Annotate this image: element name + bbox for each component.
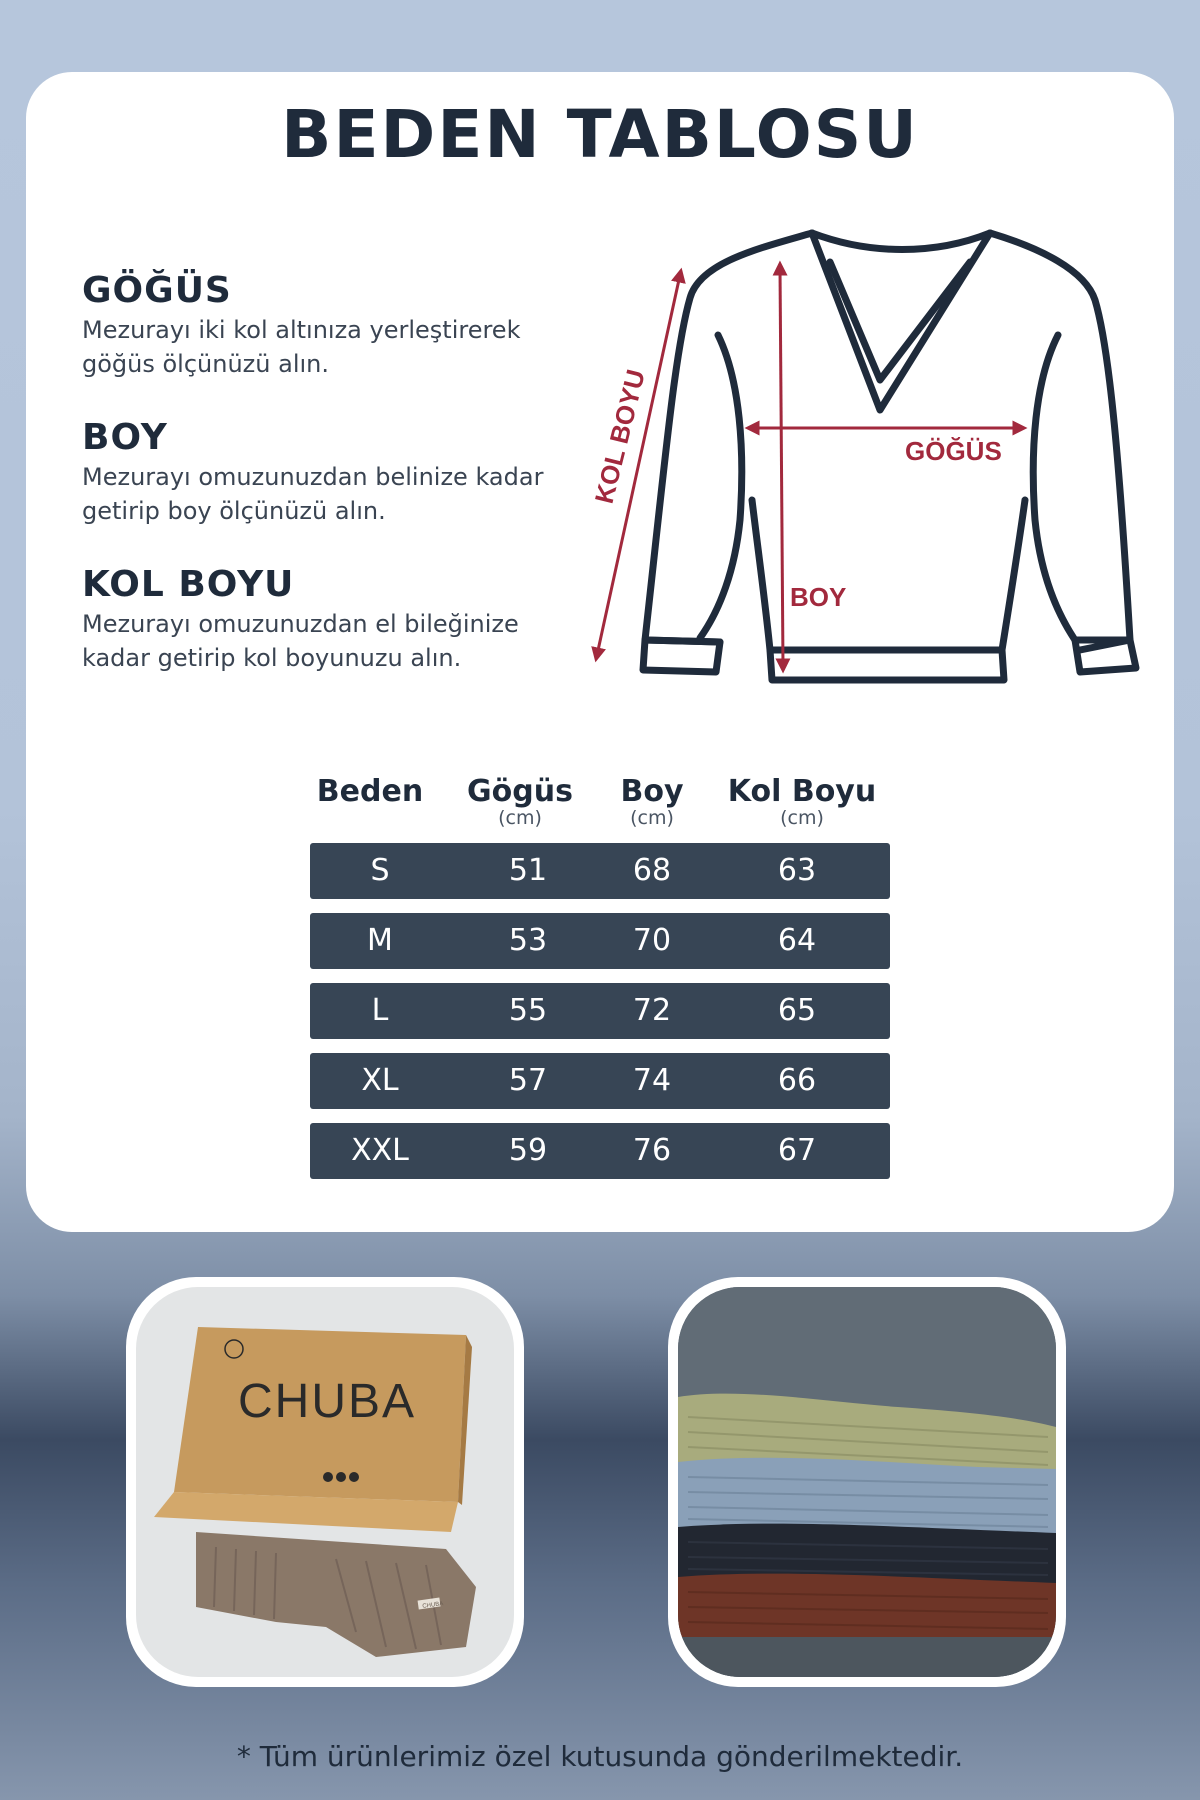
page-title: BEDEN TABLOSU bbox=[281, 96, 919, 173]
sweaters-illustration bbox=[678, 1287, 1056, 1677]
col-header-boy-label: Boy bbox=[620, 774, 684, 809]
cell-boy: 74 bbox=[632, 1063, 672, 1098]
packaging-photo bbox=[126, 1277, 524, 1687]
cell-gogus: 57 bbox=[508, 1063, 548, 1098]
cell-size: XL bbox=[361, 1063, 399, 1098]
table-row bbox=[310, 1123, 890, 1179]
sweaters-photo bbox=[668, 1277, 1066, 1687]
cell-kol-boyu: 64 bbox=[777, 923, 817, 958]
guide-boy-text: Mezurayı omuzunuzdan belinize kadar getirip boy ölçünüzü alın. bbox=[82, 463, 544, 525]
instagram-icon bbox=[336, 1472, 346, 1482]
guide-gogus-heading: GÖĞÜS bbox=[82, 270, 232, 311]
cell-kol-boyu: 66 bbox=[777, 1063, 817, 1098]
col-header-gogus bbox=[450, 774, 590, 829]
guide-gogus bbox=[82, 270, 602, 381]
cell-gogus: 55 bbox=[508, 993, 548, 1028]
col-header-beden bbox=[300, 774, 440, 809]
footer-note: * Tüm ürünlerimiz özel kutusunda gönderilmektedir. bbox=[236, 1740, 964, 1773]
sweater-outline bbox=[643, 233, 1136, 680]
guide-kol-boyu-text: Mezurayı omuzunuzdan el bileğinize kadar getirip kol boyunuzu alın. bbox=[82, 610, 519, 672]
guide-boy bbox=[82, 417, 602, 528]
table-row bbox=[310, 913, 890, 969]
boy-label: BOY bbox=[790, 582, 847, 612]
cell-size: XXL bbox=[351, 1133, 409, 1168]
cell-gogus: 53 bbox=[508, 923, 548, 958]
kol-boyu-label: KOL BOYU bbox=[588, 366, 651, 507]
col-header-kol-boyu-unit: (cm) bbox=[780, 807, 824, 829]
cell-boy: 70 bbox=[632, 923, 672, 958]
cell-boy: 68 bbox=[632, 853, 672, 888]
boy-arrow bbox=[780, 268, 783, 666]
cell-size: S bbox=[370, 853, 390, 888]
col-header-gogus-label: Gögüs bbox=[467, 774, 573, 809]
gogus-label: GÖĞÜS bbox=[905, 436, 1002, 466]
guide-kol-boyu-heading: KOL BOYU bbox=[82, 564, 295, 605]
col-header-boy-unit: (cm) bbox=[630, 807, 674, 829]
guide-gogus-text: Mezurayı iki kol altınıza yerleştirerek göğüs ölçünüzü alın. bbox=[82, 316, 521, 378]
label-tag-text: CHUBA bbox=[422, 1601, 444, 1610]
col-header-beden-label: Beden bbox=[316, 774, 424, 809]
cell-boy: 76 bbox=[632, 1133, 672, 1168]
packaging-illustration bbox=[136, 1287, 514, 1677]
cell-gogus: 59 bbox=[508, 1133, 548, 1168]
col-header-kol-boyu-label: Kol Boyu bbox=[727, 774, 877, 809]
guide-kol-boyu bbox=[82, 564, 602, 675]
table-row bbox=[310, 983, 890, 1039]
cell-size: L bbox=[371, 993, 389, 1028]
cell-boy: 72 bbox=[632, 993, 672, 1028]
box-brand: CHUBA bbox=[238, 1375, 417, 1428]
col-header-gogus-unit: (cm) bbox=[498, 807, 542, 829]
col-header-kol-boyu bbox=[712, 774, 892, 829]
facebook-icon bbox=[323, 1472, 333, 1482]
sweater-diagram bbox=[570, 220, 1170, 690]
cell-kol-boyu: 63 bbox=[777, 853, 817, 888]
cell-size: M bbox=[367, 923, 393, 958]
twitter-icon bbox=[349, 1472, 359, 1482]
social-icons bbox=[323, 1472, 359, 1482]
table-row bbox=[310, 843, 890, 899]
cell-gogus: 51 bbox=[508, 853, 548, 888]
guide-boy-heading: BOY bbox=[82, 417, 168, 458]
table-row bbox=[310, 1053, 890, 1109]
col-header-boy bbox=[582, 774, 722, 829]
knit-fabric bbox=[196, 1532, 476, 1657]
cell-kol-boyu: 67 bbox=[777, 1133, 817, 1168]
cell-kol-boyu: 65 bbox=[777, 993, 817, 1028]
